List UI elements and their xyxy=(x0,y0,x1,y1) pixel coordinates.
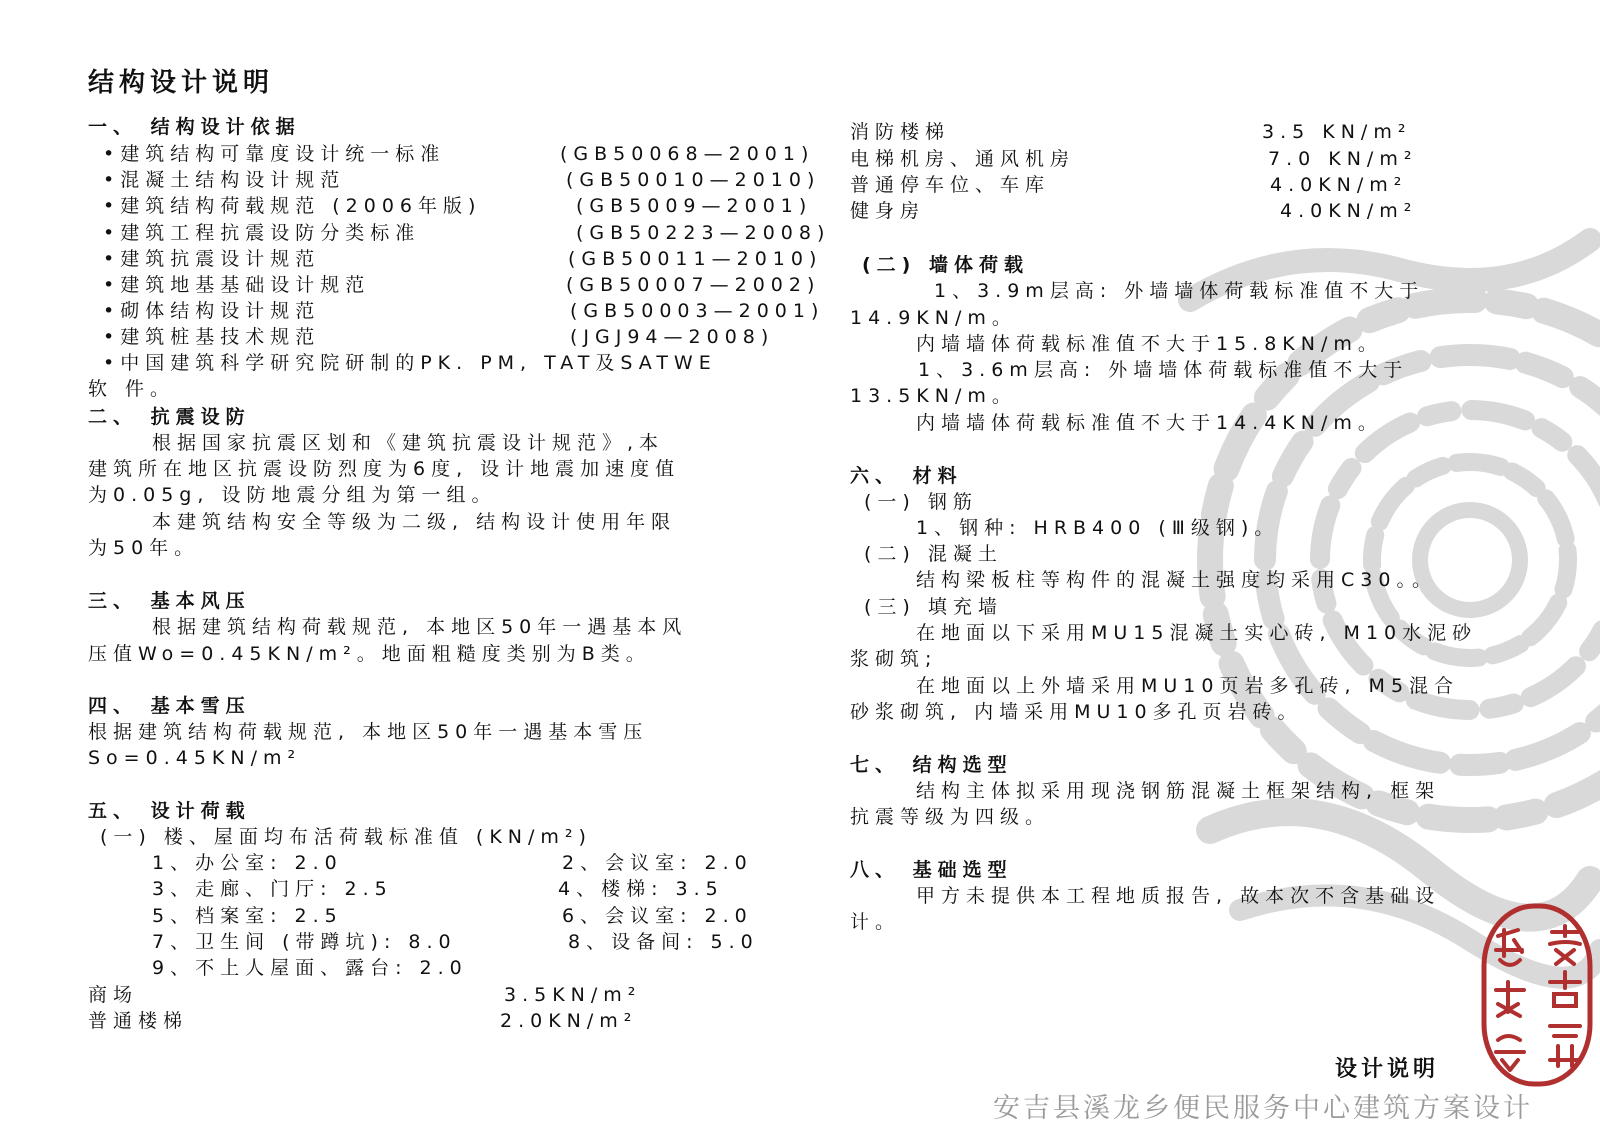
standard-name: •砌体结构设计规范 xyxy=(103,300,321,322)
load-item: 9、不上人屋面、露台: 2.0 xyxy=(152,957,468,979)
load-item: 4、楼梯: 3.5 xyxy=(558,878,724,900)
load-value: 3.5KN/m² xyxy=(504,984,642,1006)
section-1-title: 一、 结构设计依据 xyxy=(88,116,301,138)
standard-name: •混凝土结构设计规范 xyxy=(103,169,346,191)
load-value: 4.0KN/m² xyxy=(1280,200,1418,222)
paragraph-line: 在地面以上外墙采用MU10页岩多孔砖, M5混合 xyxy=(916,675,1460,697)
paragraph-line: 砂浆砌筑, 内墙采用MU10多孔页岩砖。 xyxy=(850,701,1303,723)
load-label: 健身房 xyxy=(850,200,926,222)
paragraph-line: 13.5KN/m。 xyxy=(850,385,1017,407)
paragraph-line: 浆砌筑; xyxy=(850,648,938,670)
sheet-title: 设计说明 xyxy=(1335,1057,1440,1082)
load-label: 商场 xyxy=(88,984,139,1006)
section-2-title: 二、 抗震设防 xyxy=(88,406,251,428)
wall-load-title: (二) 墙体荷载 xyxy=(862,254,1029,276)
load-value: 7.0 KN/m² xyxy=(1268,148,1418,170)
paragraph-line: 内墙墙体荷载标准值不大于15.8KN/m。 xyxy=(916,333,1383,355)
load-value: 2.0KN/m² xyxy=(500,1010,638,1032)
paragraph-line: 为50年。 xyxy=(88,537,200,559)
software-note-cont: 软 件。 xyxy=(88,378,176,400)
page-title: 结构设计说明 xyxy=(88,68,275,98)
paragraph-line: 本建筑结构安全等级为二级, 结构设计使用年限 xyxy=(152,511,677,533)
standard-code: (JGJ94—2008) xyxy=(570,326,775,348)
section-5-title: 五、 设计荷载 xyxy=(88,800,251,822)
load-label: 普通停车位、车库 xyxy=(850,174,1051,196)
load-item: 3、走廊、门厅: 2.5 xyxy=(152,878,393,900)
paragraph-line: 抗震等级为四级。 xyxy=(850,806,1051,828)
standard-code: (GB5009—2001) xyxy=(576,195,813,217)
paragraph-line: 1、3.9m层高: 外墙墙体荷载标准值不大于 xyxy=(934,280,1425,302)
standard-name: •建筑桩基技术规范 xyxy=(103,326,321,348)
standard-name: •建筑结构荷载规范 (2006年版) xyxy=(103,195,482,217)
paragraph-line: 结构主体拟采用现浇钢筋混凝土框架结构, 框架 xyxy=(916,780,1441,802)
load-item: 1、办公室: 2.0 xyxy=(152,852,343,874)
paragraph-line: 根据建筑结构荷载规范, 本地区50年一遇基本风 xyxy=(152,616,688,638)
standard-code: (GB50011—2010) xyxy=(568,248,823,270)
standard-code: (GB50068—2001) xyxy=(560,143,815,165)
paragraph-line: 压值Wo=0.45KN/m²。地面粗糙度类别为B类。 xyxy=(88,643,651,665)
paragraph-line: 计。 xyxy=(850,911,901,933)
load-value: 3.5 KN/m² xyxy=(1262,121,1412,143)
paragraph-line: 内墙墙体荷载标准值不大于14.4KN/m。 xyxy=(916,412,1383,434)
load-label: 普通楼梯 xyxy=(88,1010,189,1032)
standard-code: (GB50010—2010) xyxy=(566,169,821,191)
paragraph-line: 根据建筑结构荷载规范, 本地区50年一遇基本雪压 xyxy=(88,721,649,743)
section-3-title: 三、 基本风压 xyxy=(88,590,251,612)
load-value: 4.0KN/m² xyxy=(1270,174,1408,196)
load-label: 消防楼梯 xyxy=(850,121,951,143)
standard-code: (GB50003—2001) xyxy=(570,300,825,322)
standard-code: (GB50007—2002) xyxy=(566,274,821,296)
load-item: 2、会议室: 2.0 xyxy=(562,852,753,874)
section-6-title: 六、 材料 xyxy=(850,465,963,487)
load-label: 电梯机房、通风机房 xyxy=(850,148,1076,170)
load-item: 8、设备间: 5.0 xyxy=(568,931,759,953)
subsection-title: (二) 混凝土 xyxy=(864,543,1003,565)
section-8-title: 八、 基础选型 xyxy=(850,859,1013,881)
standard-code: (GB50223—2008) xyxy=(576,222,831,244)
paragraph-line: 1、3.6m层高: 外墙墙体荷载标准值不大于 xyxy=(918,359,1409,381)
load-item: 5、档案室: 2.5 xyxy=(152,905,343,927)
paragraph-line: 1、钢种: HRB400 (Ⅲ级钢)。 xyxy=(916,517,1280,539)
subsection-title: (一) 楼、屋面均布活荷载标准值 (KN/m²) xyxy=(100,826,592,848)
paragraph-line: 建筑所在地区抗震设防烈度为6度, 设计地震加速度值 xyxy=(88,458,681,480)
standard-name: •建筑工程抗震设防分类标准 xyxy=(103,222,421,244)
standard-name: •建筑抗震设计规范 xyxy=(103,248,321,270)
load-item: 6、会议室: 2.0 xyxy=(562,905,753,927)
subsection-title: (三) 填充墙 xyxy=(864,596,1003,618)
section-4-title: 四、 基本雪压 xyxy=(88,695,251,717)
load-item: 7、卫生间 (带蹲坑): 8.0 xyxy=(152,931,457,953)
paragraph-line: 为0.05g, 设防地震分组为第一组。 xyxy=(88,484,497,506)
standard-name: •建筑结构可靠度设计统一标准 xyxy=(103,143,446,165)
paragraph-line: So=0.45KN/m² xyxy=(88,747,302,769)
paragraph-line: 甲方未提供本工程地质报告, 故本次不含基础设 xyxy=(916,885,1441,907)
paragraph-line: 结构梁板柱等构件的混凝土强度均采用C30。。 xyxy=(916,569,1437,591)
project-name: 安吉县溪龙乡便民服务中心建筑方案设计 xyxy=(993,1093,1533,1124)
paragraph-line: 根据国家抗震区划和《建筑抗震设计规范》,本 xyxy=(152,432,665,454)
subsection-title: (一) 钢筋 xyxy=(864,491,978,513)
paragraph-line: 14.9KN/m。 xyxy=(850,307,1017,329)
seal-stamp-icon xyxy=(1478,900,1596,1090)
software-note: •中国建筑科学研究院研制的PK. PM, TAT及SATWE xyxy=(103,352,717,374)
paragraph-line: 在地面以下采用MU15混凝土实心砖, M10水泥砂 xyxy=(916,622,1478,644)
standard-name: •建筑地基基础设计规范 xyxy=(103,274,371,296)
section-7-title: 七、 结构选型 xyxy=(850,754,1013,776)
